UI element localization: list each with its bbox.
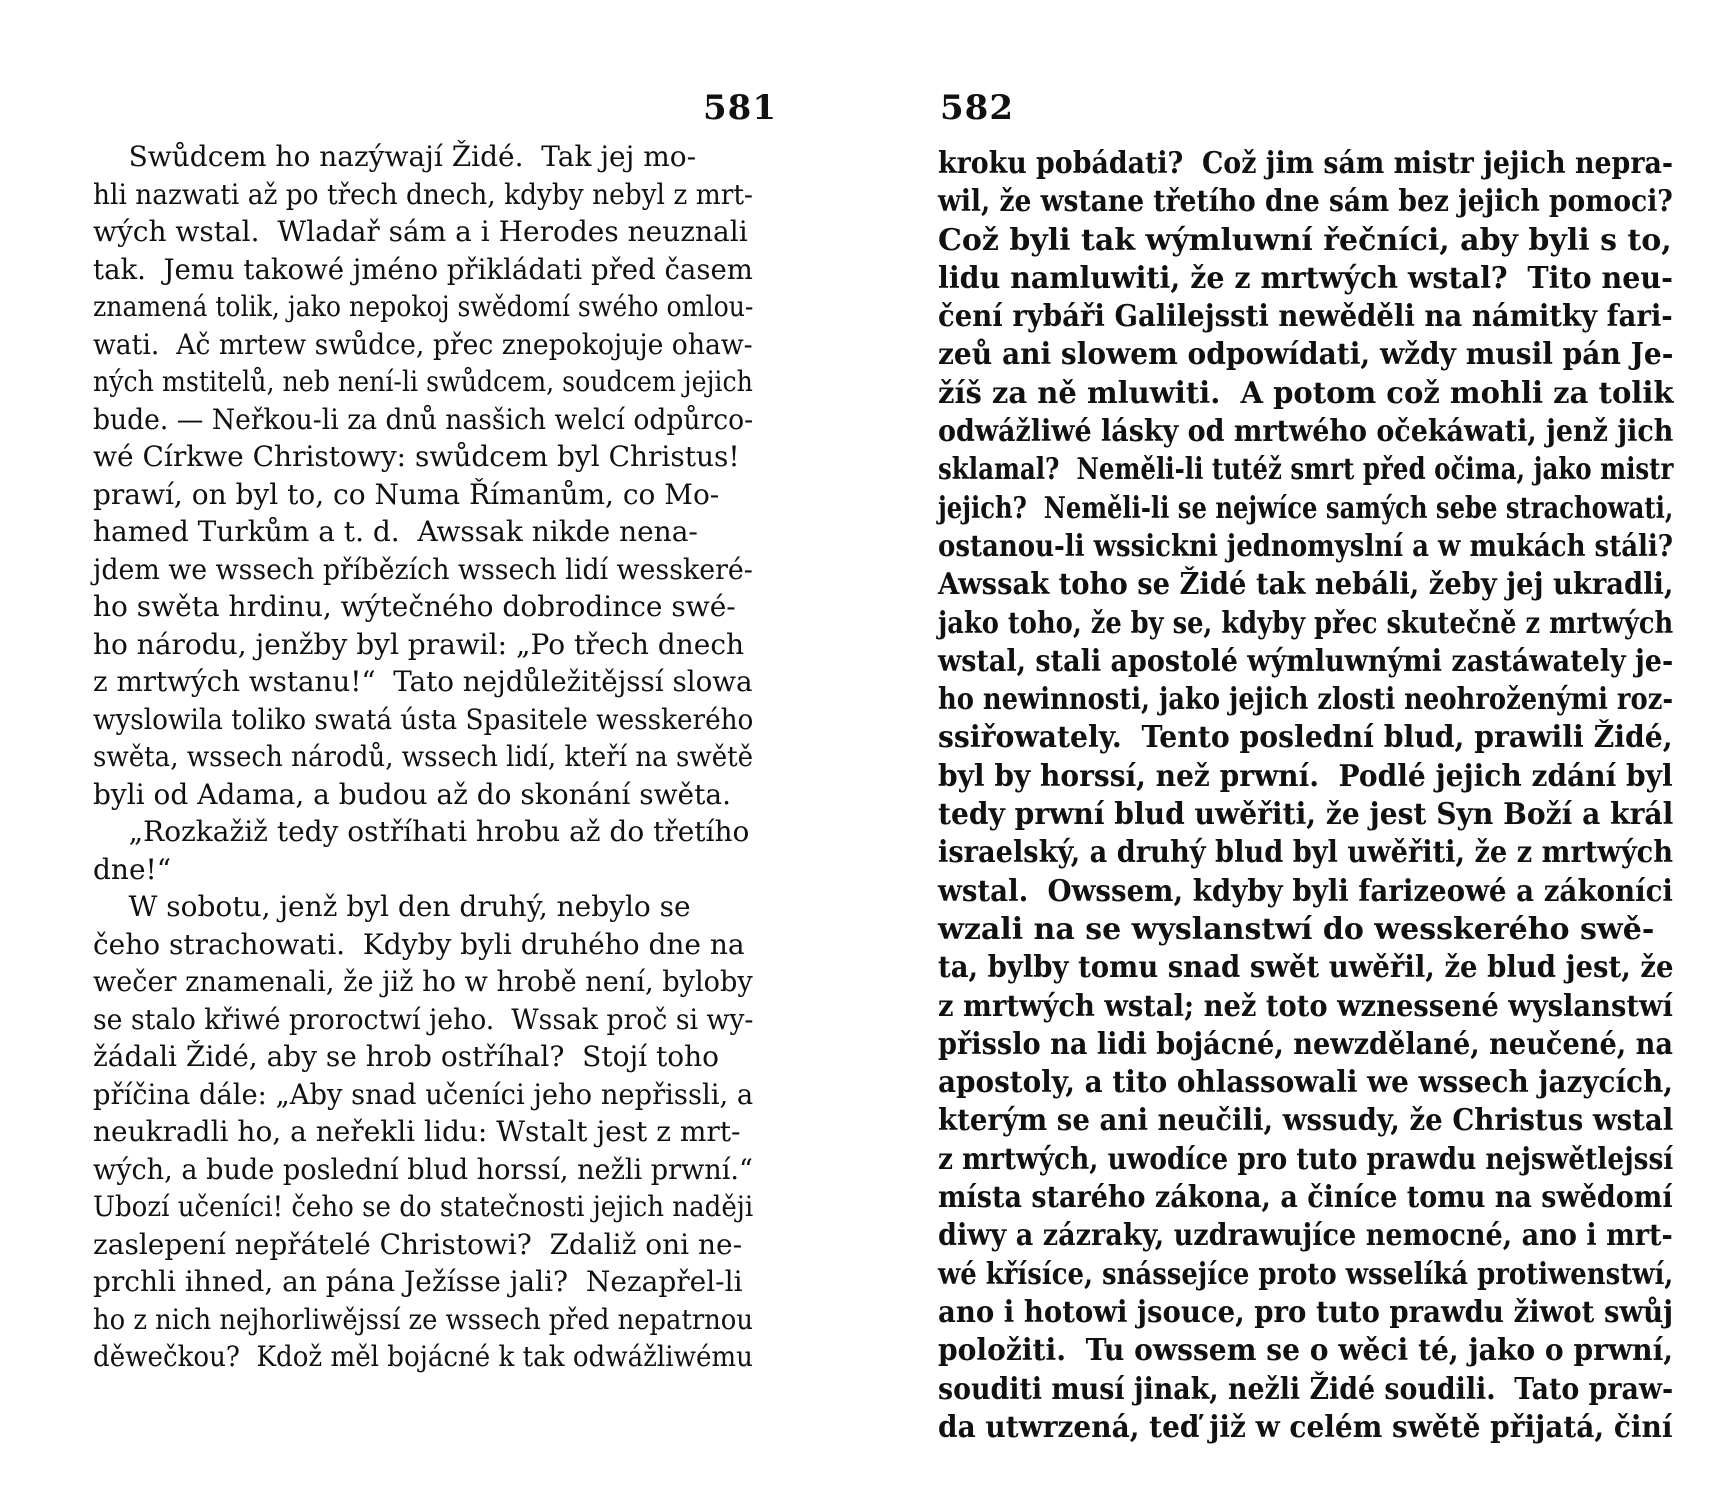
text-line: prchli ihned, an pána Ježísse jali? Nezapřel-li bbox=[93, 1265, 743, 1298]
text-line: žádali Židé, aby se hrob ostříhal? Stojí toho bbox=[93, 1040, 719, 1073]
text-line: byl by horssí, než prwní. Podlé jejich zdání byl bbox=[938, 758, 1673, 794]
text-line: wil, že wstane třetího dne sám bez jejich pomoci? bbox=[938, 184, 1673, 220]
text-line: z mrtwých wstanu!“ Tato nejdůležitějssí slowa bbox=[93, 665, 753, 698]
text-line: z mrtwých, uwodíce pro tuto prawdu nejswětlejssí bbox=[938, 1141, 1674, 1177]
text-line: ssiřowately. Tento poslední blud, prawili Židé, bbox=[938, 720, 1673, 756]
text-line: wstal, stali apostolé wýmluwnými zastáwately je- bbox=[938, 643, 1674, 679]
text-line: ostanou-li wssickni jednomyslní a w mukách stáli? bbox=[938, 528, 1674, 564]
text-line: byli od Adama, a budou až do skonání swěta. bbox=[93, 777, 731, 811]
text-line: dne!“ bbox=[93, 852, 172, 886]
text-line: tak. Jemu takowé jméno přikládati před časem bbox=[93, 252, 753, 286]
page-number: 581 bbox=[703, 88, 777, 128]
text-line: položiti. Tu owssem se o wěci té, jako o prwní, bbox=[938, 1333, 1674, 1369]
text-line: sklamal? Neměli-li tutéž smrt před očima, jako mistr bbox=[938, 452, 1674, 488]
text-line: zeů ani slowem odpowídati, wždy musil pán Je- bbox=[938, 337, 1674, 373]
text-line: ných mstitelů, neb není-li swůdcem, soudcem jejich bbox=[93, 365, 753, 398]
text-line: wyslowila toliko swatá ústa Spasitele wesskerého bbox=[93, 702, 754, 736]
text-line: kterým se ani neučili, wssudy, že Christus wstal bbox=[938, 1103, 1674, 1139]
text-line: místa starého zákona, a činíce tomu na swědomí bbox=[938, 1180, 1673, 1216]
text-line: jako toho, že by se, kdyby přec skutečně z mrtwých bbox=[938, 605, 1674, 641]
text-line: znamená tolik, jako nepokoj swědomí swého omlou- bbox=[93, 290, 754, 323]
text-line: neukradli ho, a neřekli lidu: Wstalt jest z mrt- bbox=[93, 1115, 741, 1148]
text-line: zaslepení nepřátelé Christowi? Zdaliž oni ne- bbox=[93, 1227, 743, 1261]
text-line: wzali na se wyslanstwí do wesskerého swě- bbox=[938, 911, 1655, 947]
text-line: odwážliwé lásky od mrtwého očekáwati, jenž jich bbox=[938, 414, 1674, 450]
text-line: kroku pobádati? Což jim sám mistr jejich nepra- bbox=[938, 146, 1673, 181]
right-page bbox=[868, 0, 1736, 1500]
text-line: žíš za ně mluwiti. A potom což mohli za tolik bbox=[938, 375, 1674, 411]
text-line: ta, bylby tomu snad swět uwěřil, že blud jest, že bbox=[938, 950, 1674, 986]
text-line: ho z nich nejhorliwějssí ze wssech před nepatrnou bbox=[93, 1302, 753, 1336]
text-line: Ubozí učeníci! čeho se do statečnosti jejich naději bbox=[93, 1190, 754, 1223]
text-line: jdem we wssech příbězích wssech lidí wesskeré- bbox=[93, 552, 753, 586]
text-line: z mrtwých wstal; než toto wznessené wyslanstwí bbox=[938, 988, 1673, 1024]
text-line: ho swěta hrdinu, wýtečného dobrodince swé- bbox=[93, 590, 736, 623]
text-line: diwy a zázraky, uzdrawujíce nemocné, ano i mrt- bbox=[938, 1218, 1673, 1254]
text-line: hli nazwati až po třech dnech, kdyby nebyl z mrt- bbox=[93, 177, 753, 211]
text-line: čeho strachowati. Kdyby byli druhého dne na bbox=[93, 927, 745, 961]
text-column bbox=[938, 145, 1673, 1447]
text-line: wých, a bude poslední blud horssí, nežli prwní.“ bbox=[93, 1152, 753, 1186]
text-line: wstal. Owssem, kdyby byli farizeowé a zákoníci bbox=[938, 873, 1673, 909]
text-line: W sobotu, jenž byl den druhý, nebylo se bbox=[93, 890, 691, 923]
text-line: jejich? Neměli-li se nejwíce samých sebe strachowati, bbox=[938, 490, 1674, 526]
text-line: wých wstal. Wladař sám a i Herodes neuznali bbox=[93, 215, 748, 248]
page-number: 582 bbox=[940, 88, 1014, 128]
text-line: da utwrzená, teď již w celém swětě přijatá, činí bbox=[938, 1409, 1673, 1445]
text-line: wečer znamenali, že již ho w hrobě není, byloby bbox=[93, 965, 753, 998]
text-line: děwečkou? Kdož měl bojácné k tak odwážliwému bbox=[93, 1340, 753, 1373]
text-line: lidu namluwiti, že z mrtwých wstal? Tito neu- bbox=[938, 260, 1673, 296]
text-line: čení rybáři Galilejssti newěděli na námitky fari- bbox=[938, 299, 1673, 335]
text-line: wé Církwe Christowy: swůdcem byl Christus! bbox=[93, 440, 740, 473]
text-line: příčina dále: „Aby snad učeníci jeho nepřissli, a bbox=[93, 1077, 754, 1111]
text-line: wé křísíce, snássejíce proto wsselíká protiwenstwí, bbox=[938, 1256, 1674, 1292]
text-line: se stalo křiwé proroctwí jeho. Wssak proč si wy- bbox=[93, 1002, 754, 1036]
text-line: swěta, wssech národů, wssech lidí, kteří na swětě bbox=[93, 740, 754, 773]
text-column bbox=[93, 138, 753, 1376]
text-line: israelský, a druhý blud byl uwěřiti, že z mrtwých bbox=[938, 835, 1674, 871]
text-line: Což byli tak wýmluwní řečníci, aby byli s to, bbox=[938, 222, 1672, 258]
text-line: Swůdcem ho nazýwají Židé. Tak jej mo- bbox=[93, 140, 697, 173]
text-line: ano i hotowi jsouce, pro tuto prawdu žiwot swůj bbox=[938, 1294, 1674, 1330]
text-line: bude. — Neřkou-li za dnů nasšich welcí odpůrco- bbox=[93, 402, 754, 436]
text-line: souditi musí jinak, nežli Židé soudili. Tato praw- bbox=[938, 1371, 1674, 1407]
text-line: ho newinnosti, jako jejich zlosti neohroženými roz- bbox=[938, 682, 1674, 718]
text-line: Awssak toho se Židé tak nebáli, žeby jej ukradli, bbox=[938, 567, 1674, 603]
text-line: „Rozkažiž tedy ostříhati hrobu až do třetího bbox=[93, 815, 750, 848]
text-line: apostoly, a tito ohlassowali we wssech jazycích, bbox=[938, 1065, 1673, 1101]
text-line: wati. Ač mrtew swůdce, přec znepokojuje ohaw- bbox=[93, 327, 753, 361]
text-line: tedy prwní blud uwěřiti, že jest Syn Boží a král bbox=[938, 797, 1674, 833]
text-line: prawí, on byl to, co Numa Římanům, co Mo- bbox=[93, 477, 720, 511]
text-line: ho národu, jenžby byl prawil: „Po třech dnech bbox=[93, 627, 745, 661]
text-line: hamed Turkům a t. d. Awssak nikde nena- bbox=[93, 515, 698, 548]
text-line: přisslo na lidi bojácné, newzdělané, neučené, na bbox=[938, 1026, 1674, 1062]
